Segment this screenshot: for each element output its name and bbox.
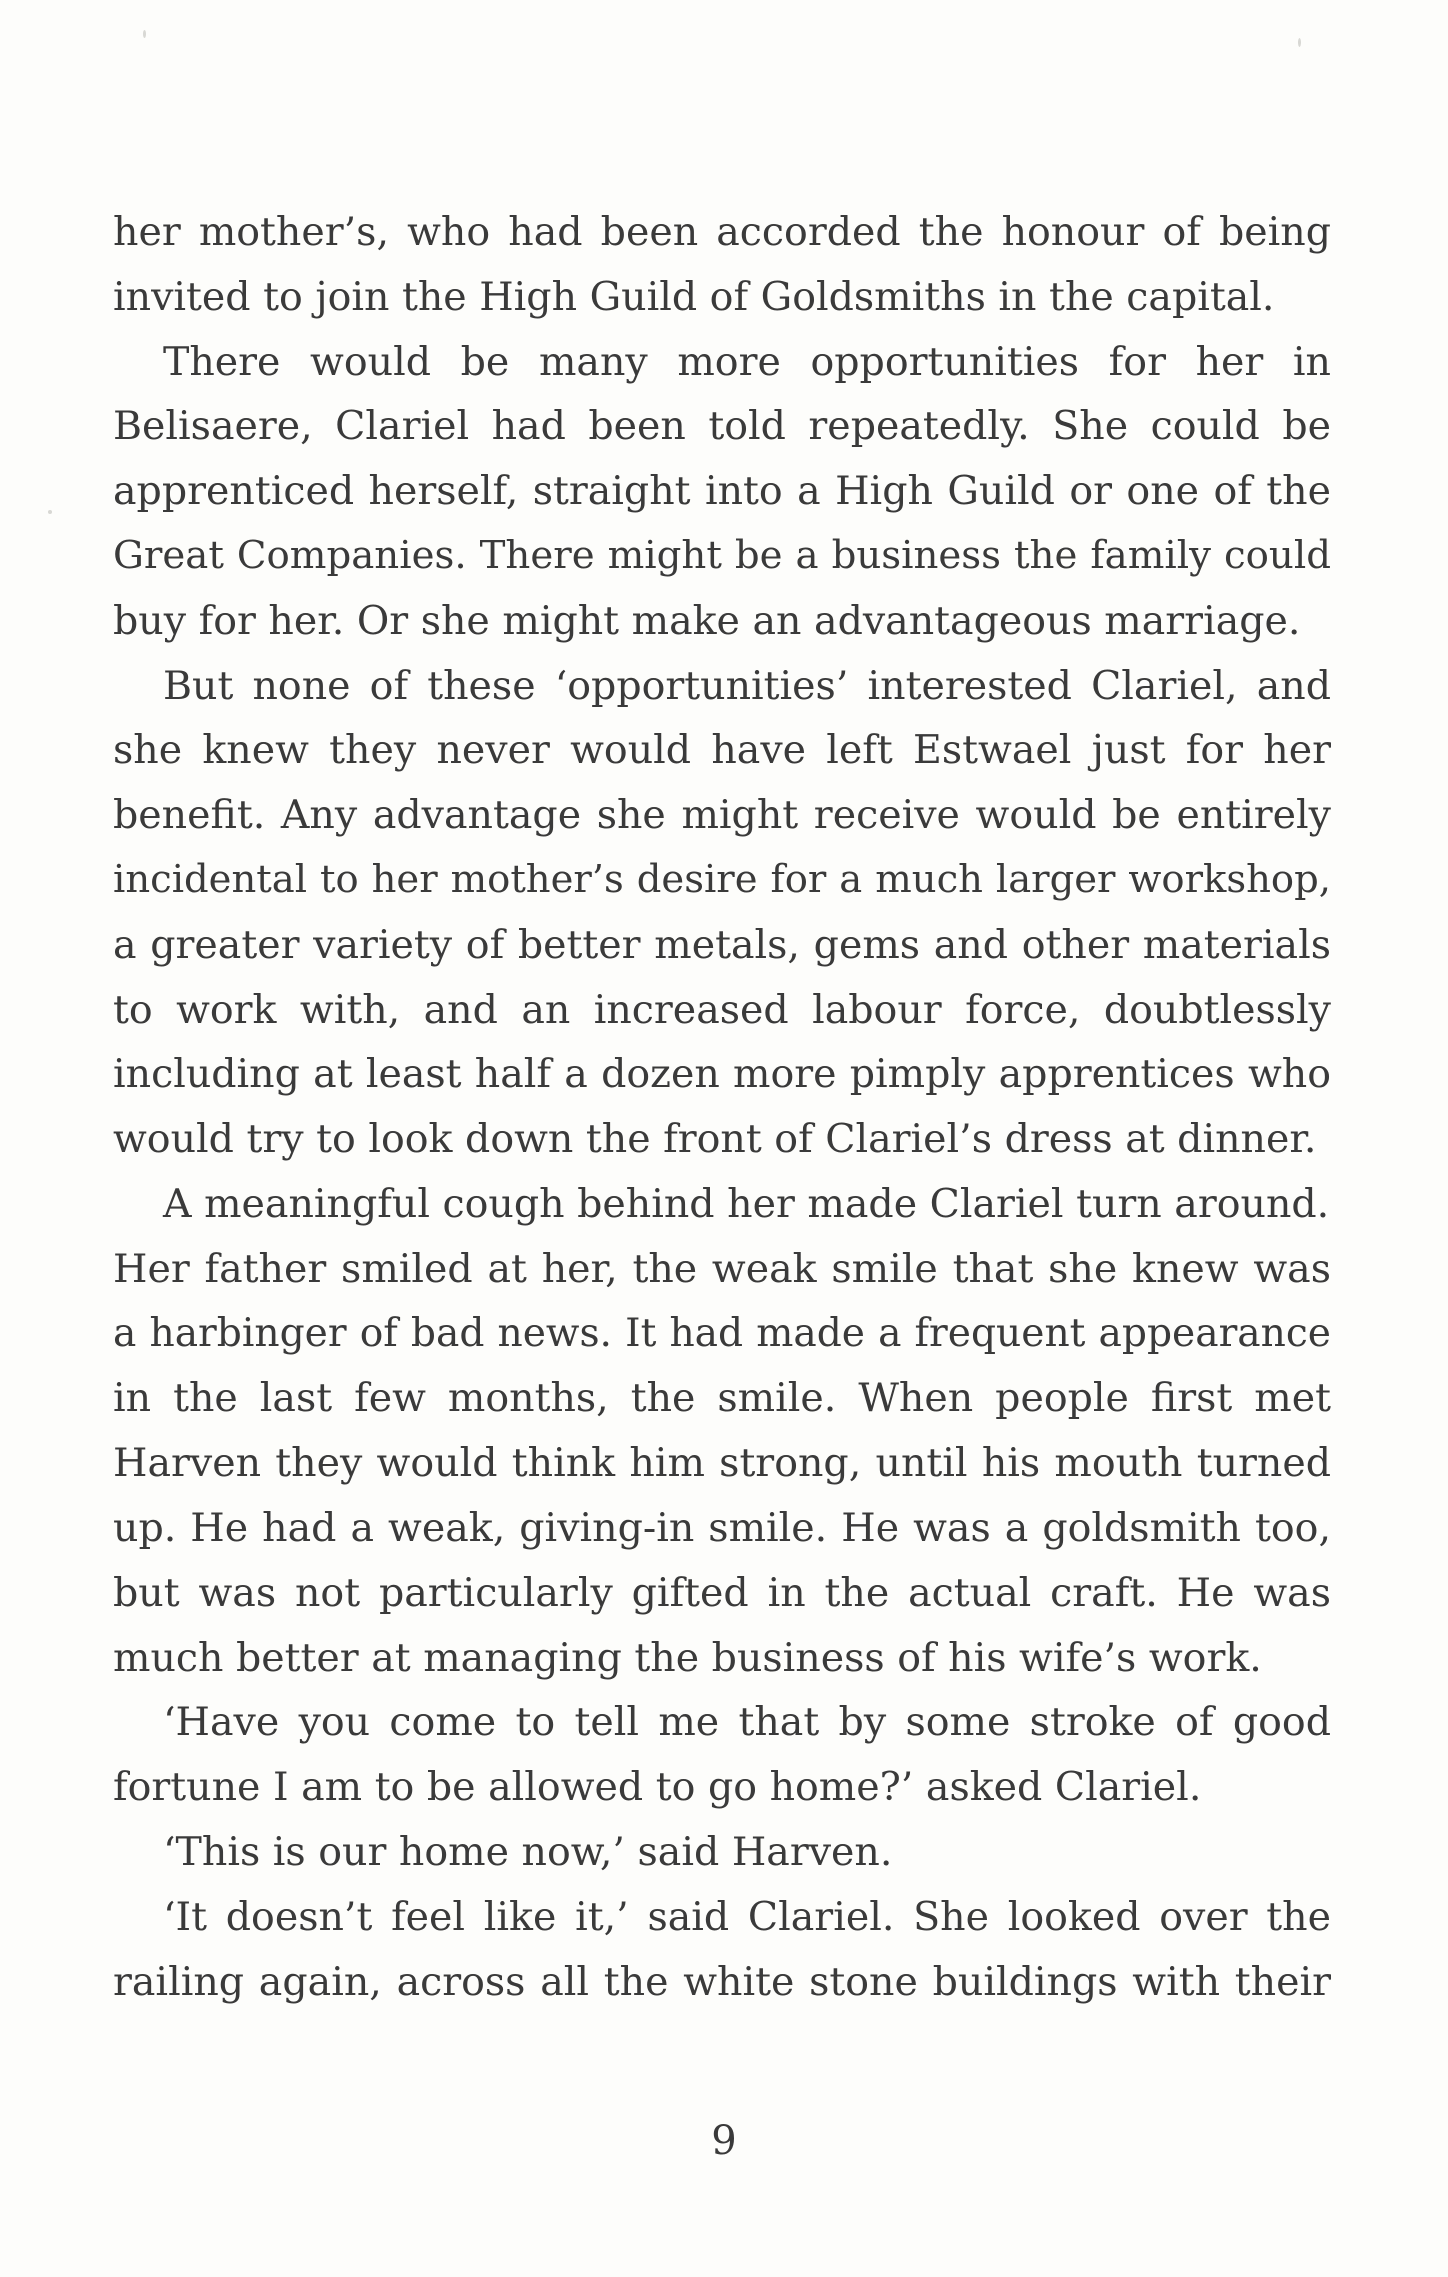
text-line: but was not particularly gifted in the actual craft. He was — [113, 1569, 1331, 1616]
text-line: There would be many more opportunities for her in — [163, 338, 1331, 385]
text-line: a greater variety of better metals, gems and other materials — [113, 921, 1331, 968]
text-line: buy for her. Or she might make an advantageous marriage. — [113, 597, 1301, 644]
page-number: 9 — [711, 2118, 737, 2164]
paper-speck — [48, 510, 52, 514]
text-line: a harbinger of bad news. It had made a frequent appearance — [113, 1310, 1331, 1356]
text-line: Great Companies. There might be a business the family could — [113, 532, 1331, 578]
text-line: railing again, across all the white stone buildings with their — [113, 1958, 1331, 2005]
text-line: ‘It doesn’t feel like it,’ said Clariel. She looked over the — [163, 1893, 1331, 1940]
text-line: But none of these ‘opportunities’ interested Clariel, and — [163, 662, 1331, 709]
text-line: ‘Have you come to tell me that by some stroke of good — [163, 1699, 1331, 1746]
text-line: Her father smiled at her, the weak smile that she knew was — [113, 1245, 1331, 1292]
text-line: invited to join the High Guild of Goldsmiths in the capital. — [113, 273, 1275, 320]
text-line: to work with, and an increased labour force, doubtlessly — [113, 986, 1331, 1033]
text-line: A meaningful cough behind her made Clariel turn around. — [163, 1180, 1330, 1227]
text-line: Belisaere, Clariel had been told repeatedly. She could be — [113, 403, 1331, 450]
text-line: much better at managing the business of his wife’s work. — [113, 1634, 1262, 1681]
text-line: she knew they never would have left Estwael just for her — [113, 727, 1331, 774]
text-line: apprenticed herself, straight into a High Guild or one of the — [113, 468, 1331, 515]
text-line: her mother’s, who had been accorded the honour of being — [113, 209, 1331, 255]
text-line: in the last few months, the smile. When people first met — [113, 1375, 1331, 1422]
text-line: up. He had a weak, giving-in smile. He was a goldsmith too, — [113, 1504, 1331, 1551]
text-line: including at least half a dozen more pimply apprentices who — [113, 1051, 1331, 1098]
text-line: ‘This is our home now,’ said Harven. — [163, 1828, 893, 1875]
text-line: would try to look down the front of Clariel’s dress at dinner. — [113, 1116, 1317, 1163]
body-text — [113, 200, 1331, 2014]
text-line: incidental to her mother’s desire for a much larger workshop, — [113, 856, 1331, 902]
paper-speck — [143, 30, 146, 38]
paper-speck — [1298, 38, 1301, 47]
text-line: benefit. Any advantage she might receive would be entirely — [113, 792, 1331, 839]
text-line: Harven they would think him strong, until his mouth turned — [113, 1440, 1331, 1487]
text-line: fortune I am to be allowed to go home?’ asked Clariel. — [113, 1764, 1202, 1811]
